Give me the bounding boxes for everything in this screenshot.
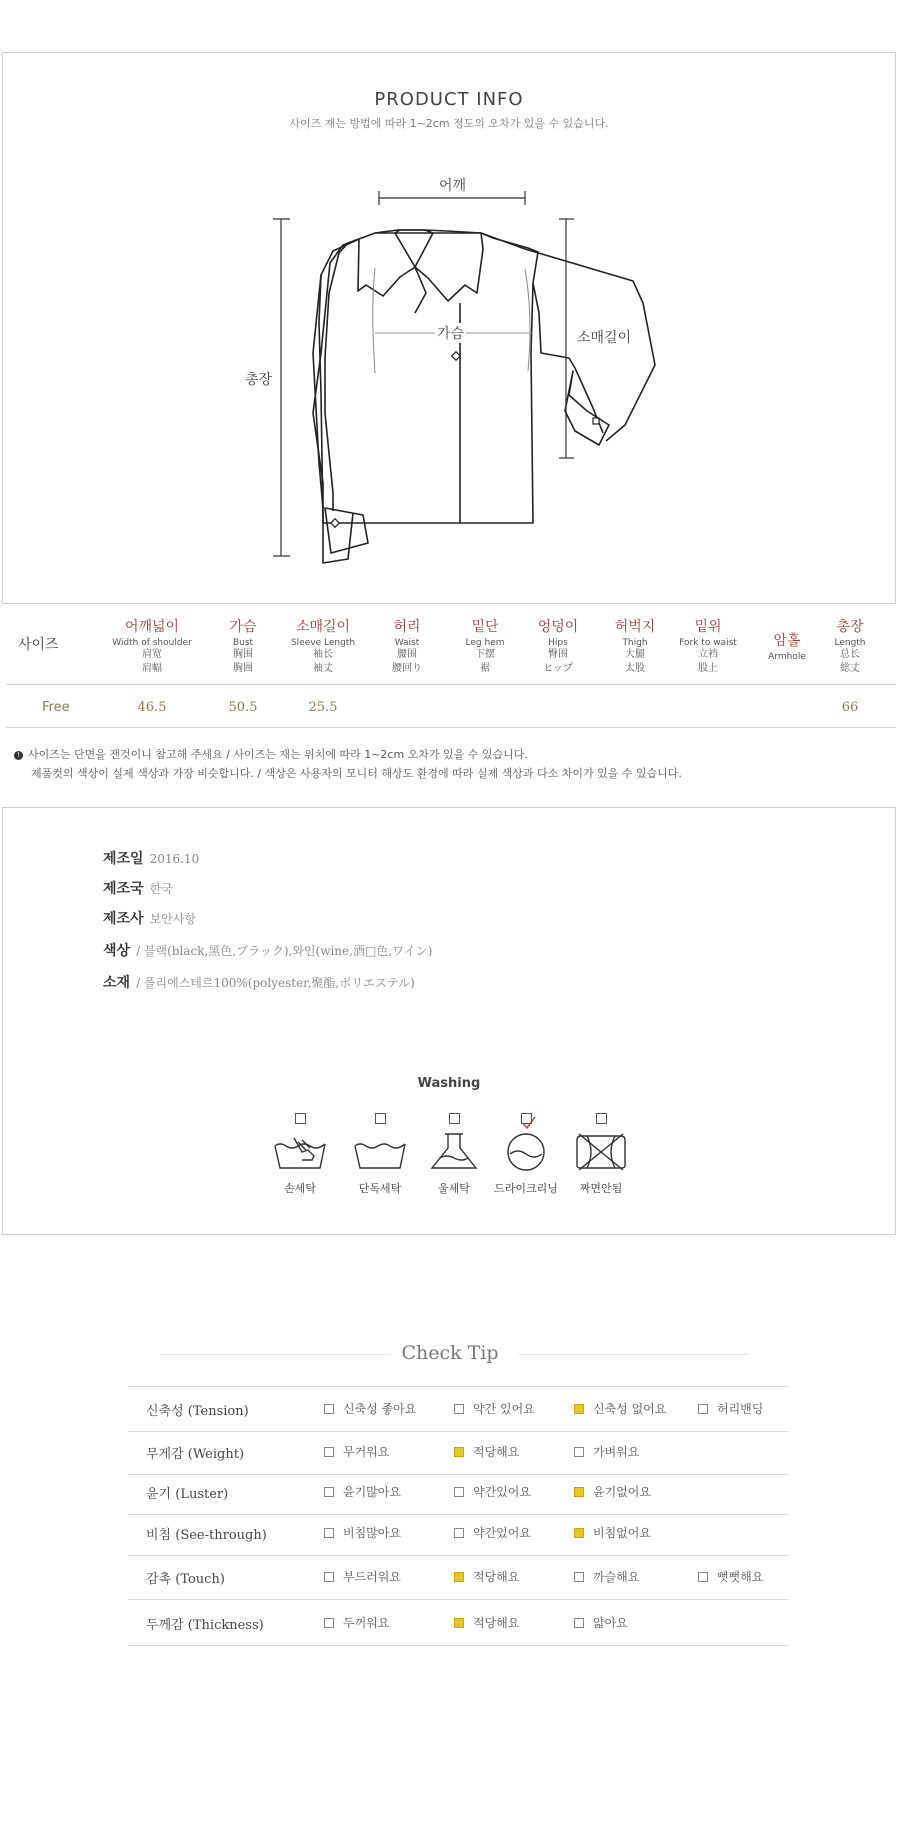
col-en: Width of shoulder xyxy=(112,638,192,648)
checkbox-icon xyxy=(324,1404,334,1414)
col-jp: 肩幅 xyxy=(142,663,162,674)
manufacturer: 제조사 보안사항 xyxy=(103,911,196,927)
checkbox-icon xyxy=(574,1528,584,1538)
checkbox-icon xyxy=(454,1447,464,1457)
col-cn: 立裆 xyxy=(698,649,718,660)
checkbox-icon xyxy=(454,1528,464,1538)
check-tip-row xyxy=(128,1470,788,1515)
col-en: Thigh xyxy=(622,638,648,648)
size-header-label: 사이즈 xyxy=(18,637,59,653)
check-tip-option: 윤기없어요 xyxy=(574,1483,651,1500)
wash-item-hand: 손세탁 xyxy=(260,1113,340,1196)
checkbox-icon xyxy=(324,1618,334,1628)
washing-title: Washing xyxy=(417,1076,481,1091)
col-ko: 총장 xyxy=(836,619,864,635)
length-label: 총장 xyxy=(243,369,274,389)
check-tip-label: 감촉 (Touch) xyxy=(146,1572,225,1587)
checkbox-icon xyxy=(698,1572,708,1582)
check-tip-option: 신축성 좋아요 xyxy=(324,1400,416,1417)
check-tip-label: 비침 (See-through) xyxy=(146,1528,267,1543)
checkbox-icon xyxy=(454,1487,464,1497)
check-tip-row xyxy=(128,1511,788,1556)
manufacture-date: 제조일 2016.10 xyxy=(103,851,200,867)
checkbox xyxy=(521,1113,532,1124)
col-jp: 総丈 xyxy=(840,663,860,674)
check-tip-option: 까슬해요 xyxy=(574,1568,639,1585)
col-en: Bust xyxy=(232,638,254,648)
col-en: Fork to waist xyxy=(679,638,737,648)
check-tip-option: 윤기많아요 xyxy=(324,1483,401,1500)
col-ko: 가슴 xyxy=(229,619,257,635)
checkbox xyxy=(375,1113,386,1124)
check-tip-row xyxy=(128,1386,788,1432)
check-tip-option: 무거워요 xyxy=(324,1443,389,1460)
check-tip-option: 약간있어요 xyxy=(454,1483,531,1500)
wash-item-no-wring: 짜면안됨 xyxy=(561,1113,641,1196)
dry-clean-icon xyxy=(498,1132,554,1172)
check-mark-icon xyxy=(522,1117,536,1131)
col-ko: 밑위 xyxy=(694,619,722,635)
size-value-9: 66 xyxy=(841,700,859,715)
col-jp: 太股 xyxy=(625,663,645,674)
check-tip-option: 허리밴딩 xyxy=(698,1400,763,1417)
col-cn: 臀围 xyxy=(548,649,568,660)
size-value-2: 25.5 xyxy=(308,700,338,715)
sleeve-label: 소매길이 xyxy=(575,327,633,347)
checkbox-icon xyxy=(324,1572,334,1582)
col-en: Leg hem xyxy=(465,638,505,648)
check-tip-row xyxy=(128,1555,788,1600)
wool-wash-icon xyxy=(426,1132,482,1172)
check-tip-option: 적당해요 xyxy=(454,1568,519,1585)
col-jp: 腰回り xyxy=(392,663,422,674)
size-value-1: 50.5 xyxy=(228,700,258,715)
col-ko: 어깨넓이 xyxy=(124,619,180,635)
col-jp: 胸囲 xyxy=(233,663,253,674)
checkbox-icon xyxy=(574,1618,584,1628)
table-divider xyxy=(6,684,896,685)
size-col-9 xyxy=(805,616,895,676)
checkbox-icon xyxy=(454,1572,464,1582)
checkbox-icon xyxy=(574,1487,584,1497)
col-en: Waist xyxy=(394,638,420,648)
col-en: Sleeve Length xyxy=(290,638,356,648)
check-tip-option: 가벼워요 xyxy=(574,1443,639,1460)
check-tip-label: 신축성 (Tension) xyxy=(146,1404,249,1419)
col-jp: 袖丈 xyxy=(313,663,333,674)
size-col-7 xyxy=(663,616,753,676)
product-info-subtitle: 사이즈 재는 방법에 따라 1~2cm 정도의 오차가 있을 수 있습니다. xyxy=(289,117,609,130)
size-col-0 xyxy=(107,616,197,676)
checkbox-icon xyxy=(574,1447,584,1457)
manufacture-country: 제조국 한국 xyxy=(103,881,173,897)
no-wring-icon xyxy=(573,1132,629,1172)
size-free-label: Free xyxy=(42,700,70,715)
label-info-panel xyxy=(2,807,896,1235)
checkbox-icon xyxy=(324,1487,334,1497)
col-ko: 소매길이 xyxy=(295,619,351,635)
col-jp: ヒップ xyxy=(543,663,573,674)
check-tip-option: 부드러워요 xyxy=(324,1568,401,1585)
checkbox-icon xyxy=(324,1528,334,1538)
info-icon: ! xyxy=(14,751,23,760)
col-cn: 袖长 xyxy=(313,649,333,660)
checkbox-icon xyxy=(454,1404,464,1414)
check-tip-label: 무게감 (Weight) xyxy=(146,1447,245,1462)
note-line-1: ! 사이즈는 단면을 잰것이니 참고해 주세요 / 사이즈는 재는 위치에 따라 1~2cm 오차가 있을 수 있습니다. xyxy=(14,746,528,762)
checkbox-icon xyxy=(324,1447,334,1457)
checkbox xyxy=(295,1113,306,1124)
checkbox xyxy=(449,1113,460,1124)
check-tip-option: 적당해요 xyxy=(454,1443,519,1460)
separate-wash-icon xyxy=(352,1132,408,1172)
check-tip-option: 비침없어요 xyxy=(574,1524,651,1541)
check-tip-option: 얇아요 xyxy=(574,1614,628,1631)
size-col-1 xyxy=(198,616,288,676)
col-ko: 암홀 xyxy=(773,633,801,649)
check-tip-option: 뻣뻣해요 xyxy=(698,1568,763,1585)
check-tip-option: 신축성 없어요 xyxy=(574,1400,666,1417)
col-cn: 腰围 xyxy=(397,649,417,660)
col-ko: 허리 xyxy=(393,619,421,635)
col-en: Hips xyxy=(548,638,568,648)
chest-label: 가슴 xyxy=(435,323,466,343)
col-ko: 엉덩이 xyxy=(537,619,579,635)
check-tip-label: 두께감 (Thickness) xyxy=(146,1618,264,1633)
col-jp: 股上 xyxy=(698,663,718,674)
col-cn: 总长 xyxy=(840,649,860,660)
wash-item-wool: 울세탁 xyxy=(414,1113,494,1196)
material-info: 소재 / 폴리에스테르100%(polyester,聚酯,ポリエステル) xyxy=(103,975,415,991)
checkbox-icon xyxy=(454,1618,464,1628)
wash-item-dry-clean: 드라이크리닝 xyxy=(486,1113,566,1196)
size-value-0: 46.5 xyxy=(137,700,167,715)
check-tip-option: 적당해요 xyxy=(454,1614,519,1631)
check-tip-title: Check Tip xyxy=(401,1342,499,1364)
col-cn: 大腿 xyxy=(625,649,645,660)
size-col-2 xyxy=(278,616,368,676)
note-line-2: 제품컷의 색상이 실제 색상과 가장 비슷합니다. / 색상은 사용자의 모니터 해상도 환경에 따라 실제 색상과 다소 차이가 있을 수 있습니다. xyxy=(31,767,682,780)
check-tip-option: 두꺼워요 xyxy=(324,1614,389,1631)
checkbox-icon xyxy=(574,1572,584,1582)
color-info: 색상 / 블랙(black,黑色,ブラック),와인(wine,酒□色,ワイン) xyxy=(103,943,433,959)
checkbox xyxy=(596,1113,607,1124)
table-divider xyxy=(6,727,896,728)
product-info-title: PRODUCT INFO xyxy=(374,89,524,110)
shoulder-label: 어깨 xyxy=(437,175,468,195)
col-cn: 下摆 xyxy=(475,649,495,660)
col-cn: 胸围 xyxy=(233,649,253,660)
check-tip-label: 윤기 (Luster) xyxy=(146,1487,229,1502)
col-cn: 肩宽 xyxy=(142,649,162,660)
check-tip-option: 약간 있어요 xyxy=(454,1400,535,1417)
col-jp: 裾 xyxy=(480,663,490,674)
check-tip-option: 약간있어요 xyxy=(454,1524,531,1541)
product-info-panel xyxy=(2,52,896,604)
size-col-3 xyxy=(362,616,452,676)
check-tip-row xyxy=(128,1601,788,1646)
checkbox-icon xyxy=(574,1404,584,1414)
col-en: Length xyxy=(834,638,866,648)
col-ko: 허벅지 xyxy=(614,619,656,635)
check-tip-option: 비침많아요 xyxy=(324,1524,401,1541)
hand-wash-icon xyxy=(272,1132,328,1172)
check-tip-row xyxy=(128,1430,788,1475)
wash-item-separate: 단독세탁 xyxy=(340,1113,420,1196)
col-en: Armhole xyxy=(768,652,806,662)
col-ko: 밑단 xyxy=(471,619,499,635)
checkbox-icon xyxy=(698,1404,708,1414)
